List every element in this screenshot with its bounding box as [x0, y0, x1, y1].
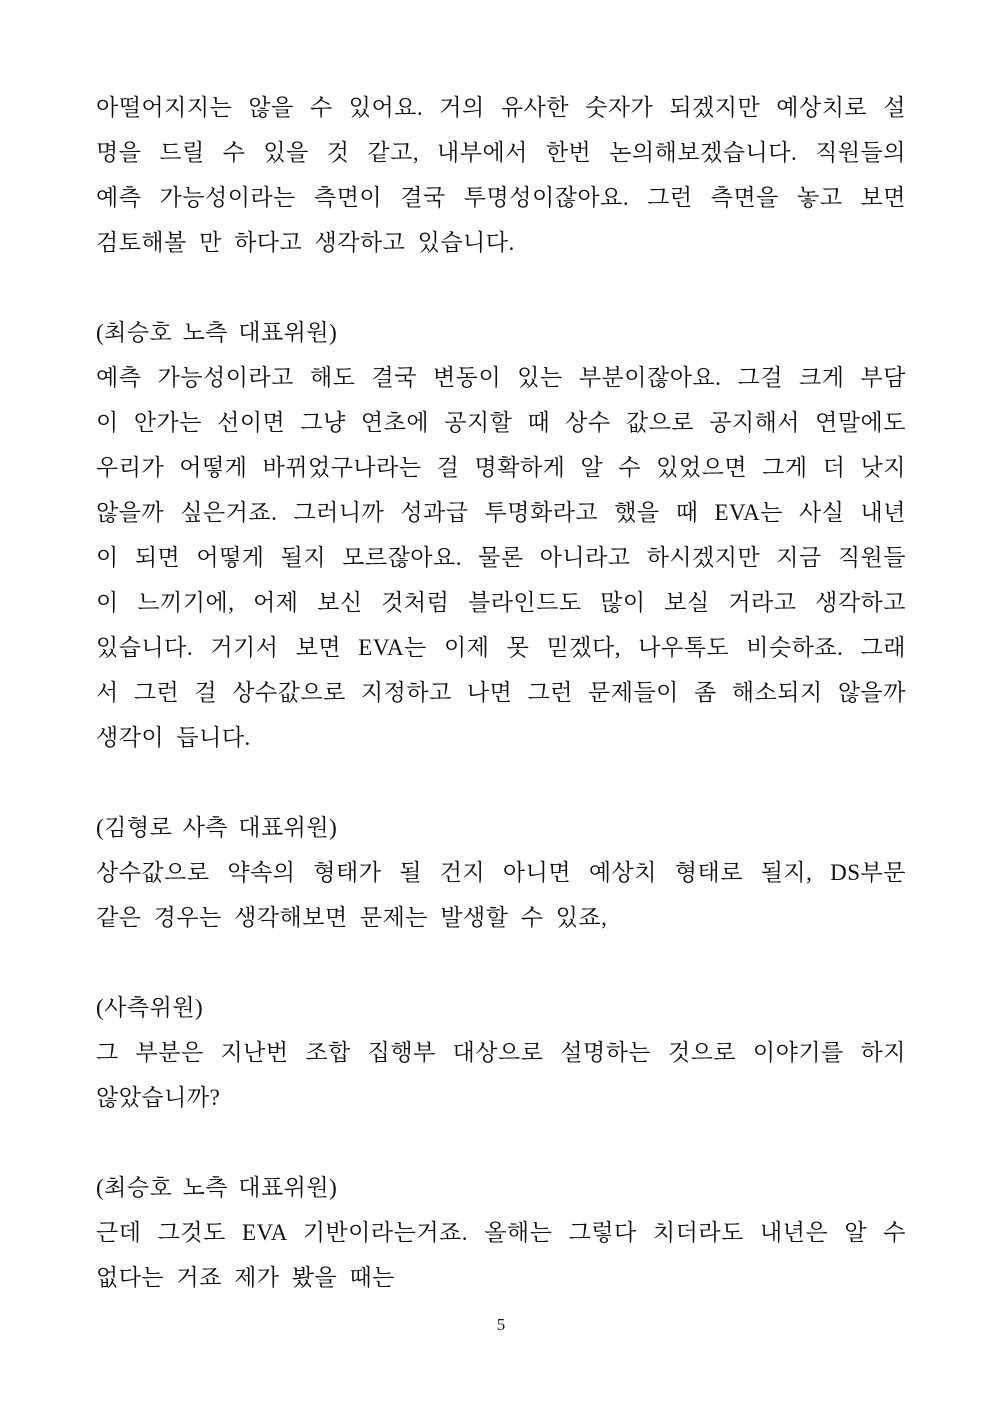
- text-line: 예측 가능성이라고 해도 결국 변동이 있는 부분이잖아요. 그걸 크게 부담: [96, 365, 906, 390]
- text-line: 같은 경우는 생각해보면 문제는 발생할 수 있죠,: [96, 905, 608, 930]
- speaker-line: (김형로 사측 대표위원): [96, 815, 338, 840]
- text-line: 않았습니까?: [96, 1085, 221, 1110]
- text-line: 근데 그것도 EVA 기반이라는거죠. 올해는 그렇다 치더라도 내년은 알 수: [96, 1220, 906, 1245]
- speaker-line: (최승호 노측 대표위원): [96, 1175, 338, 1200]
- speaker-line: (사측위원): [96, 995, 204, 1020]
- text-line: 않을까 싶은거죠. 그러니까 성과급 투명화라고 했을 때 EVA는 사실 내년: [96, 500, 906, 525]
- text-line: 예측 가능성이라는 측면이 결국 투명성이잖아요. 그런 측면을 놓고 보면: [96, 185, 906, 210]
- text-line: 우리가 어떻게 바뀌었구나라는 걸 명확하게 알 수 있었으면 그게 더 낫지: [96, 455, 906, 480]
- text-line: 검토해볼 만 하다고 생각하고 있습니다.: [96, 230, 515, 255]
- text-line: 이 안가는 선이면 그냥 연초에 공지할 때 상수 값으로 공지해서 연말에도: [96, 410, 906, 435]
- text-line: 서 그런 걸 상수값으로 지정하고 나면 그런 문제들이 좀 해소되지 않을까: [96, 680, 906, 705]
- text-line: 그 부분은 지난번 조합 집행부 대상으로 설명하는 것으로 이야기를 하지: [96, 1040, 906, 1065]
- text-line: 상수값으로 약속의 형태가 될 건지 아니면 예상치 형태로 될지, DS부문: [96, 860, 906, 885]
- text-line: 생각이 듭니다.: [96, 725, 251, 750]
- text-line: 있습니다. 거기서 보면 EVA는 이제 못 믿겠다, 나우톡도 비슷하죠. 그래: [96, 635, 906, 660]
- text-line: 명을 드릴 수 있을 것 같고, 내부에서 한번 논의해보겠습니다. 직원들의: [96, 140, 906, 165]
- speaker-line: (최승호 노측 대표위원): [96, 320, 338, 345]
- text-line: 없다는 거죠 제가 봤을 때는: [96, 1265, 395, 1290]
- text-line: 이 느끼기에, 어제 보신 것처럼 블라인드도 많이 보실 거라고 생각하고: [96, 590, 906, 615]
- page-number: 5: [496, 1315, 506, 1334]
- document-body: [96, 85, 906, 1300]
- text-line: 아떨어지지는 않을 수 있어요. 거의 유사한 숫자가 되겠지만 예상치로 설: [96, 95, 906, 120]
- text-line: 이 되면 어떻게 될지 모르잖아요. 물론 아니라고 하시겠지만 지금 직원들: [96, 545, 906, 570]
